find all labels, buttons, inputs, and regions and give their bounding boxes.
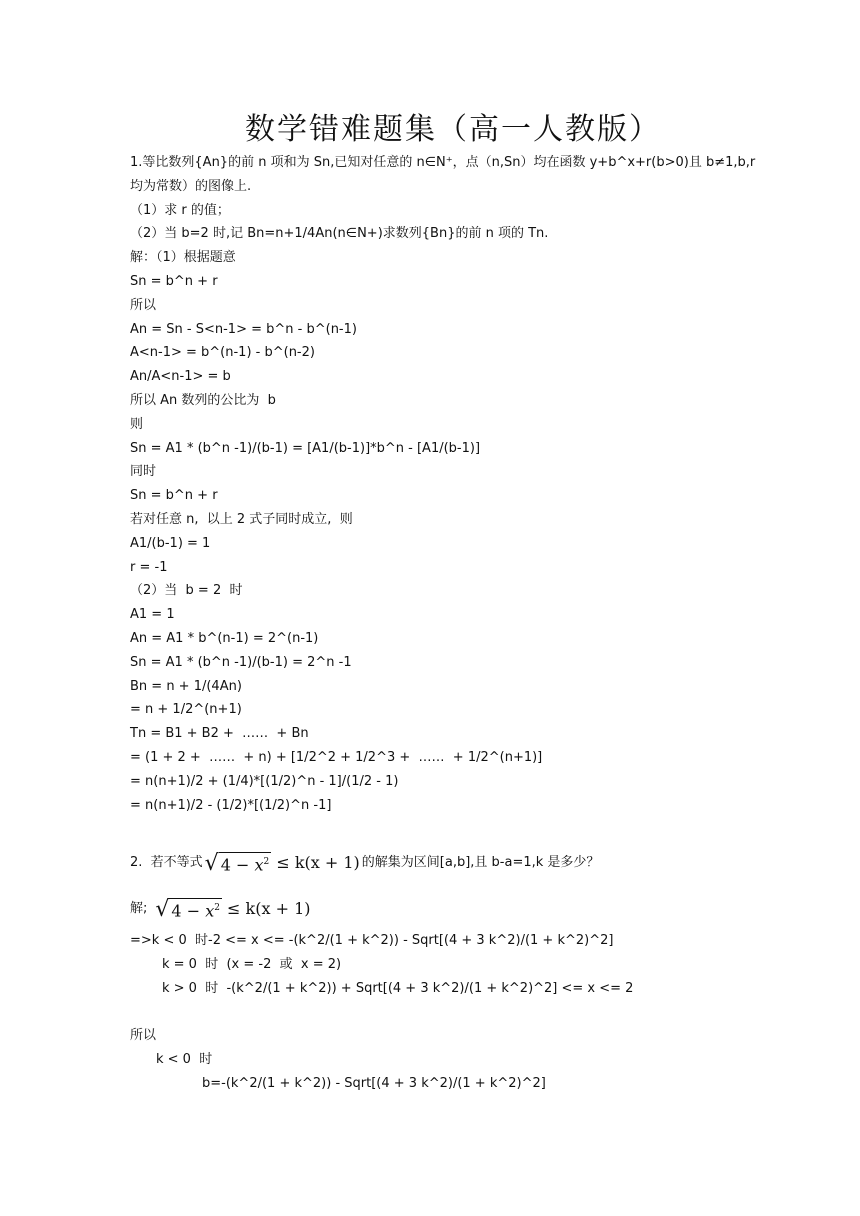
case-line: k > 0 时 -(k^2/(1 + k^2)) + Sqrt[(4 + 3 k^2)/(1 + k^2)^2] <= x <= 2 [162,980,634,996]
radicand-exponent: 2 [214,902,220,913]
inequality-rhs: ≤ k(x + 1) [221,899,311,919]
solution-line: A1/(b-1) = 1 [130,535,211,551]
square-root [155,897,222,923]
solution-line: A<n-1> = b^(n-1) - b^(n-2) [130,345,315,361]
problem1-solution [130,246,730,817]
document-body [130,151,756,1096]
radicand-constant: 4 − [220,855,255,875]
radicand [169,898,222,920]
b-expression: b=-(k^2/(1 + k^2)) - Sqrt[(4 + 3 k^2)/(1 + k^2)^2] [202,1075,546,1091]
solution-prefix: 解; [130,901,148,917]
solution-line: An/A<n-1> = b [130,369,231,385]
case-line: k = 0 时 (x = -2 或 x = 2) [162,956,342,972]
radicand-variable: x [254,855,264,875]
solution-line: Bn = n + 1/(4An) [130,678,242,694]
inequality-formula [205,849,360,877]
solution-line: 所以 An 数列的公比为 b [130,392,276,408]
solution-line: = n(n+1)/2 - (1/2)*[(1/2)^n -1] [130,797,332,813]
so-label: 所以 [130,1028,157,1044]
radical-sign-icon: √ [155,897,170,923]
page-title: 数学错难题集（高一人教版） [245,112,661,147]
spacer [130,1001,730,1025]
solution-line: 解：（1）根据题意 [130,250,236,266]
solution-line: 同时 [130,464,157,480]
case-line: =>k < 0 时-2 <= x <= -(k^2/(1 + k^2)) - Sqrt[(4 + 3 k^2)/(1 + k^2)^2] [130,933,614,949]
problem2-statement [130,849,730,877]
solution-line: Sn = A1 * (b^n -1)/(b-1) = [A1/(b-1)]*b^n - [A1/(b-1)] [130,440,481,456]
solution-line: 则 [130,416,144,432]
radicand-constant: 4 − [171,901,206,921]
solution-line: = n + 1/2^(n+1) [130,702,242,718]
problem2-solution-formula [130,895,730,923]
spacer [130,817,730,841]
solution-line: Tn = B1 + B2 + …… + Bn [130,726,309,742]
problem1-statement-line2: 均为常数）的图像上. [130,178,252,194]
radicand-exponent: 2 [263,856,270,867]
radical-sign-icon: √ [204,851,219,877]
square-root [204,851,272,877]
problem2-suffix: 的解集为区间[a,b],且 b-a=1,k 是多少？ [361,855,600,871]
radicand [219,852,272,874]
solution-line: Sn = b^n + r [130,273,218,289]
sub-case-line: k < 0 时 [156,1052,213,1068]
solution-line: A1 = 1 [130,607,175,623]
solution-formula [155,895,310,923]
problem1-question2: （2）当 b=2 时,记 Bn=n+1/4An(n∈N+)求数列{Bn}的前 n 项的 Tn. [130,226,549,242]
solution-line: （2）当 b = 2 时 [130,583,243,599]
solution-line: 若对任意 n, 以上 2 式子同时成立, 则 [130,511,353,527]
solution-line: Sn = b^n + r [130,488,218,504]
solution-line: An = A1 * b^(n-1) = 2^(n-1) [130,630,319,646]
problem1-question1: （1）求 r 的值； [130,202,230,218]
solution-line: = (1 + 2 + …… + n) + [1/2^2 + 1/2^3 + …… + 1/2^(n+1)] [130,749,543,765]
radicand-variable: x [205,901,215,921]
solution-line: = n(n+1)/2 + (1/4)*[(1/2)^n - 1]/(1/2 - 1) [130,773,399,789]
solution-line: r = -1 [130,559,168,575]
solution-line: 所以 [130,297,157,313]
spacer [130,877,730,889]
inequality-rhs: ≤ k(x + 1) [271,853,360,873]
problem1-statement-line1: 1.等比数列{An}的前 n 项和为 Sn,已知对任意的 n∈N⁺，点（n,Sn）均在函数 y+b^x+r(b>0)且 b≠1,b,r [130,155,756,170]
solution-line: An = Sn - S<n-1> = b^n - b^(n-1) [130,321,357,337]
problem2-prefix: 2. 若不等式 [130,855,203,871]
solution-line: Sn = A1 * (b^n -1)/(b-1) = 2^n -1 [130,654,352,670]
